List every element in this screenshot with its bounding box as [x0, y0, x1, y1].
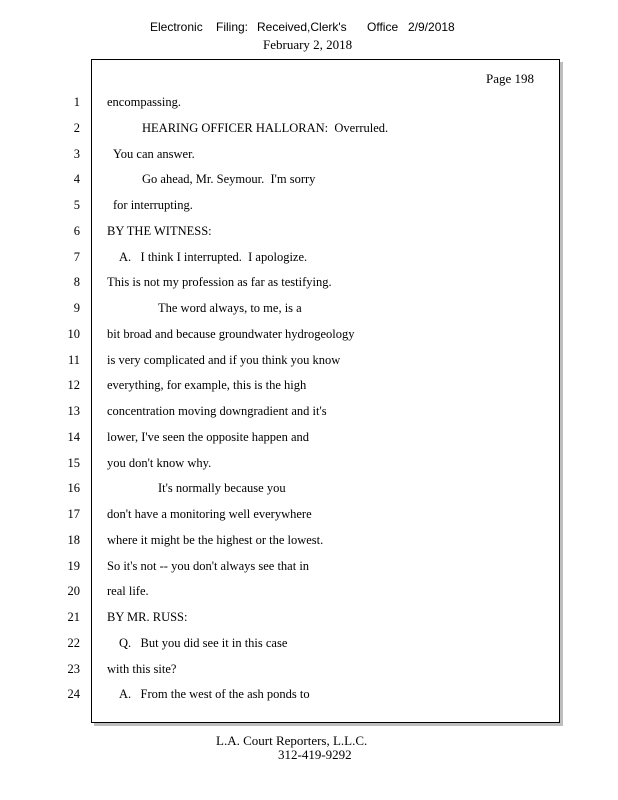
line-text: The word always, to me, is a — [158, 301, 302, 315]
transcript-line — [0, 634, 618, 652]
line-text: Go ahead, Mr. Seymour. I'm sorry — [142, 172, 316, 187]
line-number: 23 — [67, 661, 80, 676]
line-number: 16 — [67, 481, 80, 496]
line-number: 5 — [73, 198, 80, 212]
line-number: 7 — [73, 249, 80, 264]
line-text: BY MR. RUSS: — [107, 610, 188, 624]
line-text: where it might be the highest or the lowest. — [107, 532, 324, 547]
transcript-line — [0, 454, 618, 472]
line-number: 19 — [67, 558, 80, 573]
line-number: 10 — [67, 326, 80, 341]
line-text: with this site? — [107, 661, 177, 676]
transcript-line — [0, 428, 618, 446]
footer-company: L.A. Court Reporters, L.L.C. — [216, 733, 368, 748]
line-number: 4 — [73, 172, 80, 187]
line-number: 24 — [67, 687, 80, 702]
stamp-received: Received,Clerk's — [257, 20, 347, 34]
stamp-filing: Filing: — [216, 20, 249, 34]
line-number: 12 — [67, 378, 80, 393]
transcript-line — [0, 402, 618, 420]
transcript-line — [0, 119, 618, 137]
transcript-line — [0, 582, 618, 600]
transcript-line — [0, 145, 618, 163]
transcript-line — [0, 299, 618, 317]
line-text: A. From the west of the ash ponds to — [119, 687, 310, 702]
line-number: 3 — [73, 146, 80, 161]
transcript-line — [0, 196, 618, 214]
line-number: 14 — [67, 429, 80, 444]
line-text: you don't know why. — [107, 455, 212, 470]
line-number: 9 — [73, 301, 80, 315]
line-text: for interrupting. — [113, 198, 193, 212]
transcript-line — [0, 93, 618, 111]
transcript-line — [0, 351, 618, 369]
stamp-subdate: February 2, 2018 — [263, 37, 353, 52]
line-number: 18 — [67, 532, 80, 547]
line-text: So it's not -- you don't always see that in — [107, 558, 310, 573]
line-number: 17 — [67, 507, 80, 521]
line-text: HEARING OFFICER HALLORAN: Overruled. — [142, 120, 389, 135]
line-text: don't have a monitoring well everywhere — [107, 507, 312, 521]
transcript-line — [0, 531, 618, 549]
line-number: 11 — [67, 352, 80, 367]
line-number: 8 — [73, 275, 80, 290]
transcript-line — [0, 376, 618, 394]
line-number: 15 — [67, 455, 80, 470]
line-number: 1 — [73, 95, 80, 109]
line-number: 13 — [67, 404, 80, 418]
transcript-line — [0, 325, 618, 343]
footer-phone: 312-419-9292 — [278, 747, 352, 762]
line-number: 2 — [73, 120, 80, 135]
line-text: everything, for example, this is the high — [107, 378, 307, 393]
line-text: This is not my profession as far as testifying. — [107, 275, 332, 290]
transcript-line — [0, 222, 618, 240]
line-number: 6 — [73, 223, 80, 238]
line-text: A. I think I interrupted. I apologize. — [119, 249, 308, 264]
transcript-line — [0, 479, 618, 497]
line-number: 20 — [67, 584, 80, 599]
transcript-line — [0, 608, 618, 626]
transcript-line — [0, 170, 618, 188]
transcript-line — [0, 248, 618, 266]
transcript-line — [0, 685, 618, 703]
line-text: It's normally because you — [158, 481, 286, 496]
transcript-line — [0, 273, 618, 291]
transcript-line — [0, 557, 618, 575]
line-text: You can answer. — [113, 146, 195, 161]
page-number: Page 198 — [486, 71, 535, 86]
transcript-line — [0, 660, 618, 678]
line-number: 22 — [67, 635, 80, 650]
stamp-date: 2/9/2018 — [408, 20, 455, 34]
line-text: bit broad and because groundwater hydrogeology — [107, 326, 355, 341]
line-text: BY THE WITNESS: — [107, 223, 212, 238]
stamp-electronic: Electronic — [150, 20, 203, 34]
line-text: concentration moving downgradient and it's — [107, 404, 327, 418]
stamp-office: Office — [367, 20, 399, 34]
line-text: lower, I've seen the opposite happen and — [107, 429, 310, 444]
line-text: is very complicated and if you think you know — [107, 352, 341, 367]
line-text: real life. — [107, 584, 149, 599]
line-text: Q. But you did see it in this case — [119, 635, 288, 650]
line-number: 21 — [67, 610, 80, 624]
line-text: encompassing. — [107, 95, 181, 109]
transcript-line — [0, 505, 618, 523]
